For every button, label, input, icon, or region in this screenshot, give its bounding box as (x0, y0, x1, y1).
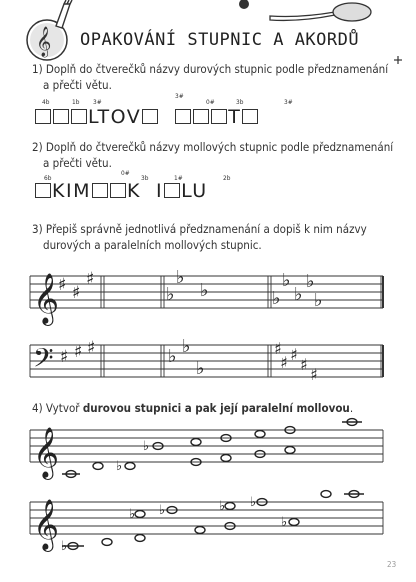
word-part: I (156, 180, 164, 202)
svg-text:♭: ♭ (143, 439, 150, 454)
key-signature-flats-bass (168, 336, 205, 379)
notes-row-b (62, 491, 364, 550)
svg-text:♭: ♭ (250, 495, 257, 510)
task1-sig-1: 4b (42, 98, 50, 106)
key-signature-sharps-treble (58, 269, 94, 303)
task4-prefix: 4) Vytvoř (32, 401, 83, 415)
page-title: OPAKOVÁNÍ STUPNIC A AKORDŮ (80, 30, 360, 50)
svg-text:♭: ♭ (314, 290, 323, 311)
task3-instruction-line2: durových a paralelních mollových stupnic. (43, 238, 262, 252)
staff-treble-task4-a (30, 430, 383, 462)
task1-sig-6: 3b (236, 98, 244, 106)
svg-text:♯: ♯ (60, 347, 69, 367)
staff-treble-task4-b (30, 502, 383, 534)
answer-box[interactable] (211, 109, 227, 124)
svg-text:♭: ♭ (182, 336, 191, 357)
task1-sentence (34, 106, 259, 128)
svg-text:♯: ♯ (300, 355, 308, 374)
answer-box[interactable] (35, 183, 51, 198)
svg-text:♯: ♯ (87, 338, 96, 358)
task2-sig-1: 6b (44, 174, 52, 182)
task1-sig-7: 3# (284, 98, 293, 106)
staff-bass-task3 (30, 345, 383, 377)
svg-text:♭: ♭ (176, 267, 185, 288)
task2-instruction-line2: a přečti větu. (43, 156, 112, 170)
svg-text:♭: ♭ (219, 499, 226, 514)
svg-text:♯: ♯ (58, 275, 67, 295)
svg-text:𝄞: 𝄞 (36, 27, 52, 57)
word-part: LU (181, 180, 208, 202)
task3-instruction-line1: 3) Přepiš správně jednotlivá předznamenání a dopiš k nim názvy (32, 222, 367, 236)
task1-sig-2: 1b (72, 98, 80, 106)
svg-text:♭: ♭ (294, 284, 303, 305)
word-part: T (228, 106, 242, 128)
task1-sig-4: 3# (175, 92, 184, 100)
answer-box[interactable] (92, 183, 108, 198)
dot-icon (239, 0, 249, 9)
task2-sentence (34, 180, 208, 202)
notes-row-a (62, 419, 362, 478)
spoon-icon (270, 3, 371, 21)
svg-text:♭: ♭ (159, 503, 166, 518)
svg-text:♯: ♯ (290, 345, 298, 364)
answer-box[interactable] (193, 109, 209, 124)
svg-text:♯: ♯ (274, 339, 282, 358)
svg-text:♯: ♯ (86, 269, 95, 289)
page-number: 23 (387, 560, 397, 569)
task1-sig-5: 0# (206, 98, 215, 106)
svg-text:♯: ♯ (72, 283, 81, 303)
answer-box[interactable] (71, 109, 87, 124)
svg-text:♭: ♭ (281, 515, 288, 530)
key-signature-sharps-bass (60, 338, 95, 367)
task1-sig-3: 3# (93, 98, 102, 106)
task2-sig-5: 2b (223, 174, 231, 182)
sparkle-icon (394, 56, 402, 64)
answer-box[interactable] (53, 109, 69, 124)
bass-clef-icon: 𝄢 (33, 342, 54, 380)
task2-sig-4: 1# (174, 174, 183, 182)
task2-sig-2: 0# (121, 169, 130, 177)
svg-text:♭: ♭ (196, 358, 205, 379)
task4-instruction (32, 401, 353, 416)
svg-text:♭: ♭ (272, 288, 281, 309)
treble-clef-icon: 𝄞 (33, 499, 60, 550)
answer-box[interactable] (142, 109, 158, 124)
svg-text:♯: ♯ (310, 365, 318, 384)
svg-text:♯: ♯ (280, 353, 288, 372)
treble-clef-icon: 𝄞 (33, 427, 60, 478)
answer-box[interactable] (175, 109, 191, 124)
svg-text:♭: ♭ (200, 280, 209, 301)
word-part: LTOV (88, 106, 142, 128)
answer-box[interactable] (110, 183, 126, 198)
svg-text:♭: ♭ (61, 539, 68, 554)
key-signature-flats-treble (166, 267, 209, 305)
svg-text:♭: ♭ (282, 270, 291, 291)
task2-sig-3: 3b (141, 174, 149, 182)
word-part: K (126, 180, 141, 202)
svg-text:♯: ♯ (74, 342, 83, 362)
svg-text:♭: ♭ (116, 459, 123, 474)
task1-instruction-line2: a přečti větu. (43, 78, 112, 92)
answer-box[interactable] (242, 109, 258, 124)
svg-text:♭: ♭ (306, 271, 315, 292)
treble-clef-icon: 𝄞 (33, 273, 60, 324)
answer-box[interactable] (164, 183, 180, 198)
task4-bold: durovou stupnici a pak její paralelní mollovou (82, 401, 350, 415)
fork-icon (56, 0, 72, 28)
answer-box[interactable] (35, 109, 51, 124)
svg-text:♭: ♭ (168, 346, 177, 367)
task4-suffix: . (349, 401, 354, 415)
svg-text:♭: ♭ (129, 507, 136, 522)
svg-text:♭: ♭ (166, 284, 175, 305)
word-part: KIM (52, 180, 91, 202)
task2-instruction-line1: 2) Doplň do čtverečků názvy mollových stupnic podle předznamenání (32, 140, 394, 154)
accidentals-row-b (61, 495, 287, 554)
task1-instruction-line1: 1) Doplň do čtverečků názvy durových stupnic podle předznamenání (32, 62, 389, 76)
